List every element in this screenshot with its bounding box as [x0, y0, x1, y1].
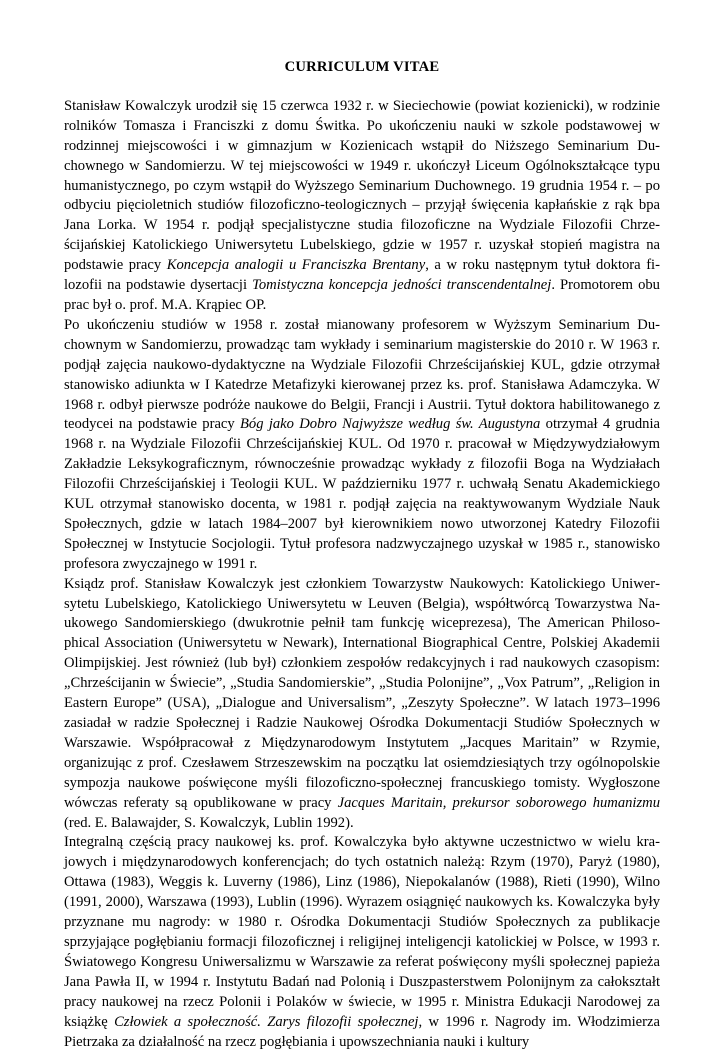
paragraph-text: Integralną częścią pracy naukowej ks. prof. Kowalczyka było aktywne uczestnictwo w wielu krajowych i międzynarodowych konferencjach; do tych ostatnich należą: Rzym (1970), Paryż (1980), Ottawa (1983), Weggis k. Luverny (1986), Linz (1986), Niepokalanów (1988), Rieti (1990), Wilno (1991, 2000), Warszawa (1993), Lublin (1996). Wyrazem osiągnięć naukowych ks. Kowalczyka były przyznane mu nagrody: w 1980 r. Ośrodka Dokumentacji Studiów Społecznych za publikacje sprzyjające pogłębianiu formacji filozoficznej i religijnej inteligencji katolickiej w Polsce, w 1993 r. Światowego Kongresu Uniwersalizmu w Warszawie za referat poświęcony myśli społecznej papieża Jana Pawła II, w 1994 r. Instytutu Badań nad Polonią i Duszpasterstwem Polonijnym za całokształt pracy naukowej na rzecz Polonii i Polaków w świecie, w 1995 r. Ministra Edukacji Narodowej za książkę: [64, 834, 660, 1030]
paragraph-text: Ksiądz prof. Stanisław Kowalczyk jest członkiem Towarzystw Naukowych: Katolickiego Uniwersytetu Lubelskiego, Katolickiego Uniwersytetu w Leuven (Belgia), współtwórcą Towarzystwa Naukowego Sandomierskiego (dwukrotnie pełnił tam funkcję wiceprezesa), The American Philosophical Association (Uniwersytetu w Newark), International Biographical Centre, Polskiej Akademii Olimpijskiej. Jest również (lub był) członkiem zespołów redakcyjnych i rad naukowych czasopism: „Chrześcijanin w Świecie”, „Studia Sandomierskie”, „Studia Polonijne”, „Vox Patrum”, „Religion in Eastern Europe” (USA), „Dialogue and Universalism”, „Zeszyty Społeczne”. W latach 1973–1996 zasiadał w radzie Społecznej i Radzie Naukowej Ośrodka Dokumentacji Studiów Społecznych w Warszawie. Współpracował z Międzynarodowym Instytutem „Jacques Maritain” w Rzymie, organizując z prof. Czesławem Strzeszewskim na początku lat osiemdziesiątych trzy ogólnopolskie sympozja naukowe poświęcone myśli filozoficzno-społecznej francuskiego tomisty. Wygłoszone wówczas referaty są opublikowane w pracy: [64, 575, 660, 811]
document-title: CURRICULUM VITAE: [284, 59, 440, 75]
paragraph: [64, 316, 660, 575]
paragraph-text: Po ukończeniu studiów w 1958 r. został mianowany profesorem w Wyższym Seminarium Duchownym w Sandomierzu, prowadząc tam wykłady i seminarium magisterskie do 2010 r. W 1963 r. podjął zajęcia naukowo-dydaktyczne na Wydziale Filozofii Chrześcijańskiej KUL, gdzie otrzymał stanowisko adiunkta w I Katedrze Metafizyki kierowanej przez ks. prof. Stanisława Adamczyka. W 1968 r. odbył pierwsze podróże naukowe do Belgii, Francji i Austrii. Tytuł doktora habilitowanego z teodycei na podstawie pracy: [64, 316, 660, 433]
paragraph-text: , a w roku następnym tytuł doktora filozofii na podstawie dysertacji: [64, 257, 660, 294]
paragraph: [64, 575, 660, 834]
italic-title-text: Tomistyczna koncepcja jedności transcendentalnej: [252, 277, 552, 294]
paragraph: [64, 97, 660, 316]
paragraph-text: otrzymał 4 grudnia 1968 r. na Wydziale Filozofii Chrześcijańskiej KUL. Od 1970 r. pracował w Międzywydziałowym Zakładzie Leksykograficznym, równocześnie prowadząc wykłady z filozofii Boga na Wydziałach Filozofii Chrześcijańskiej i Teologii KUL. W październiku 1977 r. uchwałą Senatu Akademickiego KUL otrzymał stanowisko docenta, w 1981 r. podjął zajęcia na reaktywowanym Wydziale Nauk Społecznych, gdzie w latach 1984–2007 był kierownikiem nowo utworzonej Katedry Filozofii Społecznej w Instytucie Socjologii. Tytuł profesora nadzwyczajnego uzyskał w 1985 r., stanowisko profesora zwyczajnego w 1991 r.: [64, 416, 660, 572]
italic-title-text: Jacques Maritain, prekursor soborowego humanizmu: [337, 794, 660, 811]
paragraph-text: , w 1996 r. Nagrody im. Włodzimierza Pietrzaka za działalność na rzecz pogłębiania i upowszechniania nauki i kultury: [64, 1013, 660, 1050]
italic-title-text: Człowiek a społeczność. Zarys filozofii społecznej: [114, 1013, 419, 1030]
paragraph: [64, 833, 660, 1052]
italic-title-text: Koncepcja analogii u Franciszka Brentany: [166, 257, 426, 274]
paragraph-text: Stanisław Kowalczyk urodził się 15 czerwca 1932 r. w Sieciechowie (powiat kozienicki), w rodzinie rolników Tomasza i Franciszki z domu Świtka. Po ukończeniu nauki w szkole podstawowej w rodzinnej miejscowości i w gimnazjum w Kozienicach wstąpił do Niższego Seminarium Duchownego w Sandomierzu. W tej miejscowości w 1949 r. ukończył Liceum Ogólnokształcące typu humanistycznego, po czym wstąpił do Wyższego Seminarium Duchownego. 19 grudnia 1954 r. – po odbyciu pięcioletnich studiów filozoficzno-teologicznych – przyjął święcenia kapłańskie z rąk bpa Jana Lorka. W 1954 r. podjął specjalistyczne studia filozoficzne na Wydziale Filozofii Chrześcijańskiej Katolickiego Uniwersytetu Lubelskiego, gdzie w 1957 r. uzyskał stopień magistra na podstawie pracy: [64, 97, 660, 274]
paragraph-text: (red. E. Balawajder, S. Kowalczyk, Lublin 1992).: [64, 814, 354, 831]
document-page: [64, 58, 660, 1052]
paragraph-text: . Promotorem obu prac był o. prof. M.A. Krąpiec OP.: [64, 277, 660, 313]
italic-title-text: Bóg jako Dobro Najwyższe według św. Augustyna: [240, 416, 541, 433]
document-body: [64, 97, 660, 1052]
